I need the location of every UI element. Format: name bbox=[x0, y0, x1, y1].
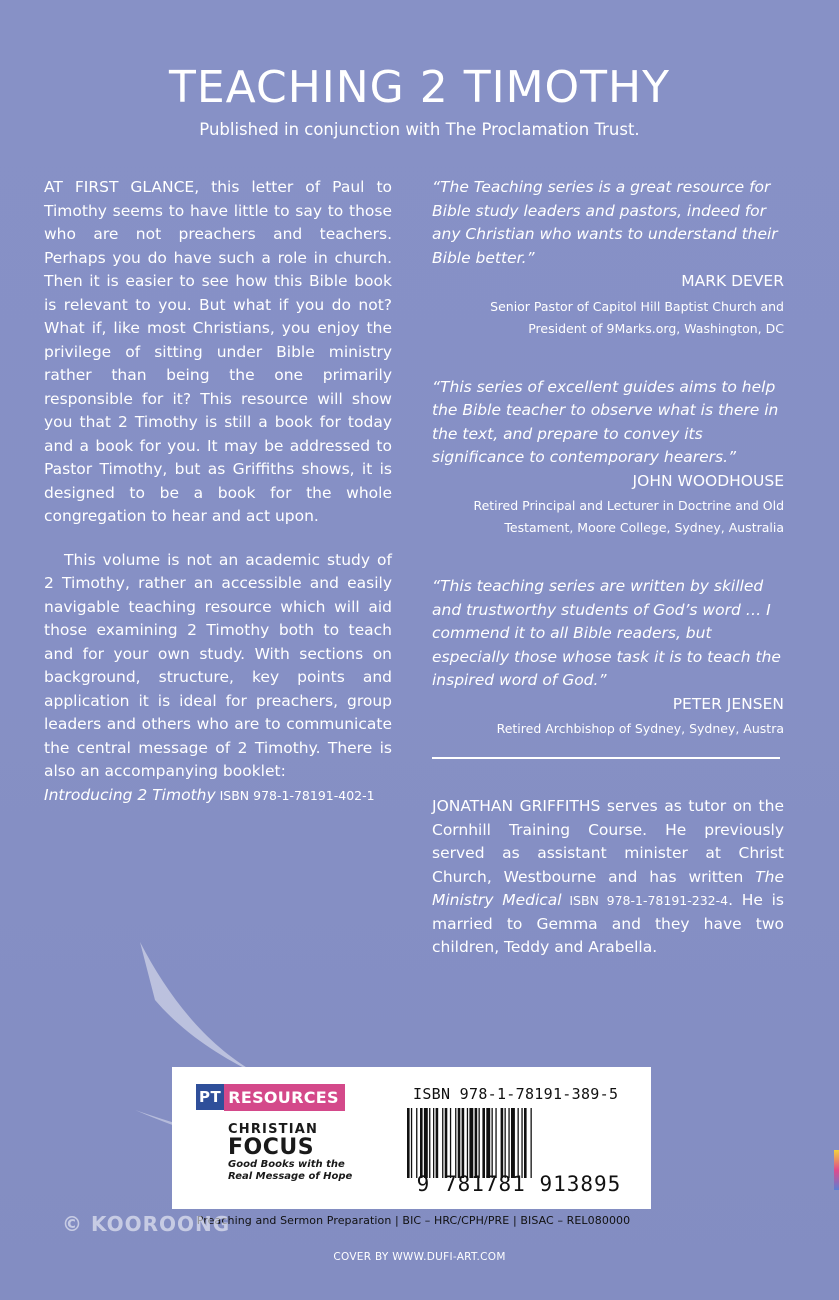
endorsement-2 bbox=[432, 376, 784, 540]
blurb-paragraph-2 bbox=[44, 549, 392, 808]
barcode-icon bbox=[407, 1108, 635, 1178]
blurb-p1-body: this letter of Paul to Timothy seems to have little to say to those who are not preachers and teachers. Perhaps you do have such a role in church. Then it is easier to see how this Bible book is relevant to you. But what if you do not? What if, like most Christians, you enjoy the privilege of sitting under Bible ministry rather than being the one primarily responsible for it? This resource will show you that 2 Timothy is still a book for today and a book for you. It may be addressed to Pastor Timothy, but as Griffiths shows, it is designed to be a book for the whole congregation to hear and act upon. bbox=[44, 178, 393, 525]
blurb-paragraph-1 bbox=[44, 176, 392, 529]
publisher-tagline: Good Books with the Real Message of Hope bbox=[228, 1159, 353, 1182]
endorsements-column bbox=[432, 176, 784, 776]
bio-book-isbn: ISBN 978-1-78191-232-4 bbox=[561, 893, 729, 908]
endorsement-author: JOHN WOODHOUSE bbox=[632, 471, 784, 490]
blurb-p2-body: This volume is not an academic study of 2 Timothy, rather an accessible and easily navigable teaching resource which will aid those examining 2 Timothy both to teach and for your own study. With sections on background, structure, key points and application it is ideal for preachers, group leaders and others who are to communicate the central message of 2 Timothy. There is also an accompanying booklet: bbox=[44, 550, 392, 780]
cover-credit: COVER BY WWW.DUFI-ART.COM bbox=[333, 1251, 506, 1263]
christian-focus-logo: CHRISTIAN FOCUS Good Books with the Real Message of Hope bbox=[228, 1123, 358, 1183]
endorsement-author: PETER JENSEN bbox=[672, 694, 784, 713]
pt-resources-text: RESOURCES bbox=[224, 1084, 345, 1111]
booklet-title: Introducing 2 Timothy bbox=[44, 785, 216, 804]
pt-mark: PT bbox=[196, 1084, 224, 1110]
barcode-digits: 9 781781 913895 bbox=[416, 1172, 622, 1196]
endorsement-3 bbox=[432, 575, 784, 740]
endorsement-quote: “The Teaching series is a great resource for Bible study leaders and pastors, indeed for any Christian who wants to understand their Bible better.” bbox=[432, 178, 778, 267]
blurb-column bbox=[44, 176, 392, 807]
author-bio: JONATHAN GRIFFITHS serves as tutor on the Cornhill Training Course. He previously served as assistant minister at Christ Church, Westbourne and has written The Ministry Medical ISBN 978-1-78191-232-4. He is married to Gemma and they have two children, Teddy and Arabella. bbox=[432, 797, 784, 956]
endorsement-affiliation: Retired Archbishop of Sydney, Sydney, Austra bbox=[496, 721, 784, 736]
blurb-lead: AT FIRST GLANCE, bbox=[44, 178, 200, 196]
endorsement-affiliation: Senior Pastor of Capitol Hill Baptist Church and President of 9Marks.org, Washington, DC bbox=[490, 298, 784, 336]
watermark: © KOOROONG bbox=[62, 1212, 231, 1236]
endorsement-quote: “This series of excellent guides aims to help the Bible teacher to observe what is there in the text, and prepare to convey its significance to contemporary hearers.” bbox=[432, 377, 779, 466]
endorsement-quote: “This teaching series are written by skilled and trustworthy students of God’s word … I commend it to all Bible readers, but especially those whose task it is to teach the inspired word of God.” bbox=[432, 577, 781, 689]
spine-edge bbox=[834, 1150, 839, 1190]
isbn-label: ISBN 978-1-78191-389-5 bbox=[413, 1085, 619, 1103]
subject-classification: Preaching and Sermon Preparation | BIC – HRC/CPH/PRE | BISAC – REL080000 bbox=[196, 1214, 631, 1227]
endorsement-affiliation: Retired Principal and Lecturer in Doctrine and Old Testament, Moore College, Sydney, Australia bbox=[473, 498, 784, 535]
booklet-isbn: ISBN 978-1-78191-402-1 bbox=[215, 787, 375, 803]
bio-book-title: The Ministry Medical bbox=[432, 867, 784, 909]
booklet-reference bbox=[44, 786, 375, 804]
endorsement-author: MARK DEVER bbox=[681, 272, 784, 290]
section-divider bbox=[432, 757, 780, 759]
pt-resources-logo bbox=[196, 1083, 378, 1111]
book-subtitle: Published in conjunction with The Proclamation Trust. bbox=[199, 120, 640, 139]
book-title: TEACHING 2 TIMOTHY bbox=[168, 62, 671, 113]
endorsement-1 bbox=[432, 176, 784, 340]
